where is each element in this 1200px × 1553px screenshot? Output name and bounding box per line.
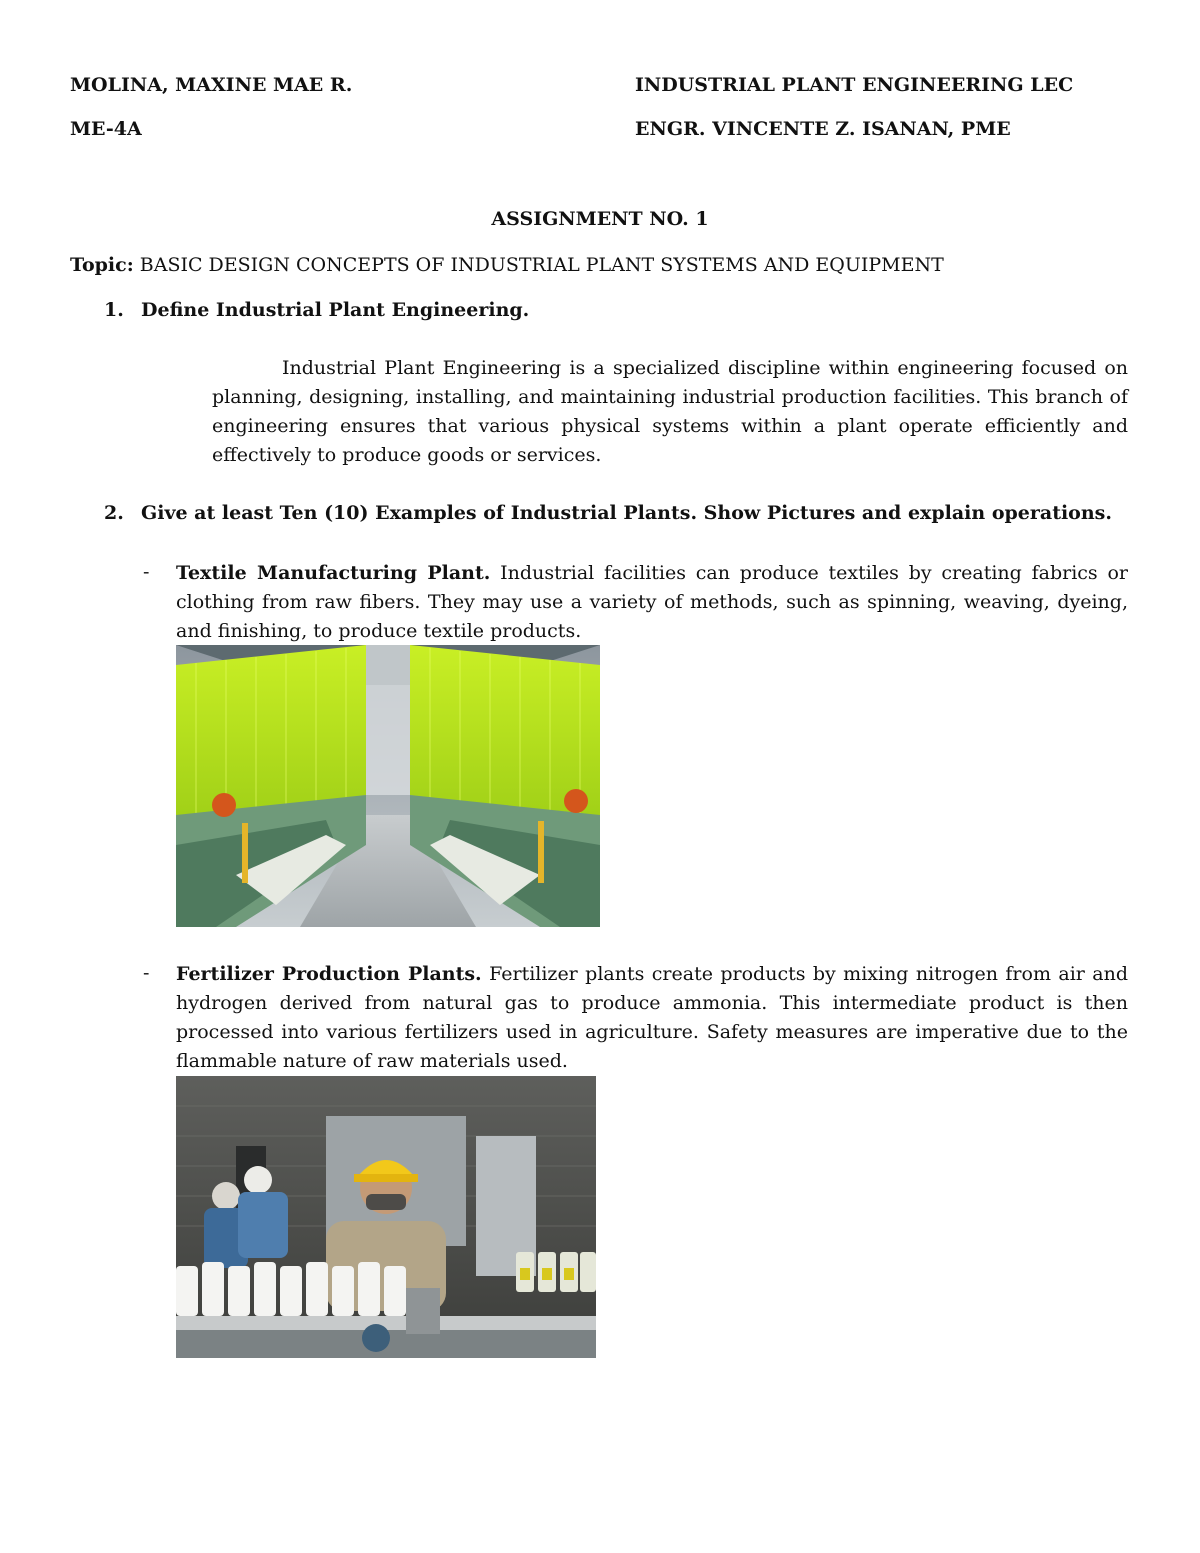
course-title: INDUSTRIAL PLANT ENGINEERING LEC (635, 74, 1074, 96)
question-1-answer: Industrial Plant Engineering is a specialized discipline within engineering focused on planning, designing, installing, and maintaining industrial production facilities. This branch of engineering ensures that various physical systems within a plant operate efficiently and effectively to produce goods or services. (212, 357, 1128, 466)
topic-label: Topic: (70, 254, 134, 276)
topic-line (70, 254, 944, 276)
textile-plant-photo (176, 645, 600, 927)
student-name: MOLINA, MAXINE MAE R. (70, 74, 353, 96)
example-1-name: Textile Manufacturing Plant. (176, 562, 491, 584)
section: ME-4A (70, 118, 142, 140)
example-1-paragraph (176, 559, 1128, 646)
example-2-name: Fertilizer Production Plants. (176, 963, 482, 985)
question-2-text: Give at least Ten (10) Examples of Industrial Plants. Show Pictures and explain operations. (141, 502, 1112, 524)
fertilizer-plant-photo (176, 1076, 596, 1358)
question-1-text: Define Industrial Plant Engineering. (141, 299, 530, 321)
question-2-number: 2. (104, 502, 124, 524)
topic-text: BASIC DESIGN CONCEPTS OF INDUSTRIAL PLANT SYSTEMS AND EQUIPMENT (139, 254, 944, 276)
example-2-description: Fertilizer plants create products by mixing nitrogen from air and hydrogen derived from natural gas to produce ammonia. This intermediate product is then processed into various fertilizers used in agriculture. Safety measures are imperative due to the flammable nature of raw materials used. (176, 963, 1128, 1072)
assignment-title: ASSIGNMENT NO. 1 (491, 208, 709, 230)
example-2-bullet: - (143, 962, 150, 984)
question-1-number: 1. (104, 299, 124, 321)
example-1-description: Industrial facilities can produce textiles by creating fabrics or clothing from raw fibers. They may use a variety of methods, such as spinning, weaving, dyeing, and finishing, to produce textile products. (176, 562, 1128, 642)
instructor-name: ENGR. VINCENTE Z. ISANAN, PME (635, 118, 1011, 140)
example-1-bullet: - (143, 561, 150, 583)
example-2-paragraph (176, 960, 1128, 1076)
